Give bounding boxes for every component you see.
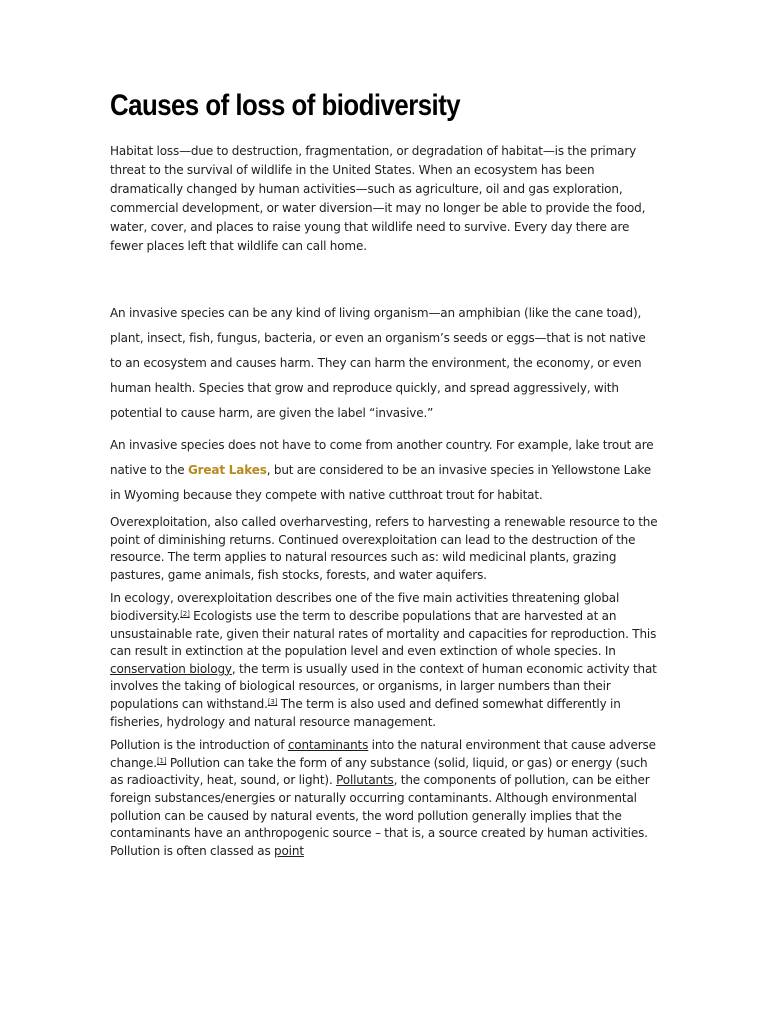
invasive-example-text-end: , but are considered to be an invasive species in Yellowstone Lake in Wyoming because they compete with native cutthroat trout for habitat. — [110, 463, 651, 502]
pollution-text-c: Pollution can take the form of any substance (solid, liquid, or gas) or energy (such as radioactivity, heat, sound, or light). — [110, 755, 648, 788]
habitat-loss-paragraph: Habitat loss—due to destruction, fragmentation, or degradation of habitat—is the primary threat to the survival of wildlife in the United States. When an ecosystem has been dramatically changed by human activities—such as agriculture, oil and gas exploration, commercial development, or water diversion—it may no longer be able to provide the food, water, cover, and places to raise young that wildlife need to survive. Every day there are fewer places left that wildlife can call home. — [110, 144, 646, 253]
ecology-text-a: In ecology, overexploitation describes one of the five main activities threatening global biodiversity. — [110, 591, 620, 623]
overexploitation-paragraph: Overexploitation, also called overharvesting, refers to harvesting a renewable resource to the point of diminishing returns. Continued overexploitation can lead to the destruction of the resource. The term applies to natural resources such as: wild medicinal plants, grazing pastures, game animals, fish stocks, forests, and water aquifers. — [110, 515, 658, 582]
overexploitation-ecology-paragraph — [110, 590, 658, 731]
point-source-link[interactable]: point — [274, 843, 304, 858]
pollution-text-b: into the natural environment that cause adverse change. — [110, 738, 656, 770]
ecology-text-d: The term is also used and defined somewhat differently in fisheries, hydrology and natural resource management. — [110, 696, 621, 729]
invasive-example-paragraph — [110, 433, 658, 508]
reference-3-link[interactable]: [3] — [267, 697, 278, 706]
reference-3[interactable] — [268, 698, 277, 706]
contaminants-link[interactable]: contaminants — [287, 738, 369, 753]
document-page — [110, 84, 658, 860]
ecology-text-b: Ecologists use the term to describe populations that are harvested at an unsustainable rate, given their natural rates of mortality and capacities for reproduction. This can result in extinction at the population level and even extinction of whole species. In — [110, 608, 657, 659]
great-lakes-link[interactable]: Great Lakes — [187, 463, 267, 477]
spacer — [110, 256, 658, 301]
reference-2[interactable] — [180, 610, 189, 618]
ecology-text-c: , the term is usually used in the context of human economic activity that involves the taking of biological resources, or organisms, in larger numbers than their populations can withstand. — [110, 661, 657, 711]
pollution-paragraph — [110, 737, 658, 860]
reference-2-link[interactable]: [2] — [180, 609, 190, 618]
reference-1-link[interactable]: [1] — [156, 756, 167, 765]
conservation-biology-link[interactable]: conservation biology — [110, 661, 232, 676]
page-title: Causes of loss of biodiversity — [110, 89, 461, 122]
invasive-species-paragraph: An invasive species can be any kind of living organism—an amphibian (like the cane toad), plant, insect, fish, fungus, bacteria, or even an organism’s seeds or eggs—that is not native to an ecosystem and causes harm. They can harm the environment, the economy, or even human health. Species that grow and reproduce quickly, and spread aggressively, with potential to cause harm, are given the label “invasive.” — [110, 306, 646, 420]
pollution-text-d: , the components of pollution, can be either foreign substances/energies or naturally occurring contaminants. Although environmental pollution can be caused by natural events, the word pollution generally implies that the contaminants have an anthropogenic source – that is, a source created by human activities. Pollution is often classed as — [110, 773, 650, 858]
pollutants-link[interactable]: Pollutants — [336, 773, 394, 788]
reference-1[interactable] — [157, 757, 166, 765]
invasive-example-text: An invasive species does not have to come from another country. For example, lake trout are native to the — [110, 438, 654, 477]
pollution-text-a: Pollution is the introduction of — [110, 738, 288, 753]
spacer — [110, 426, 658, 433]
